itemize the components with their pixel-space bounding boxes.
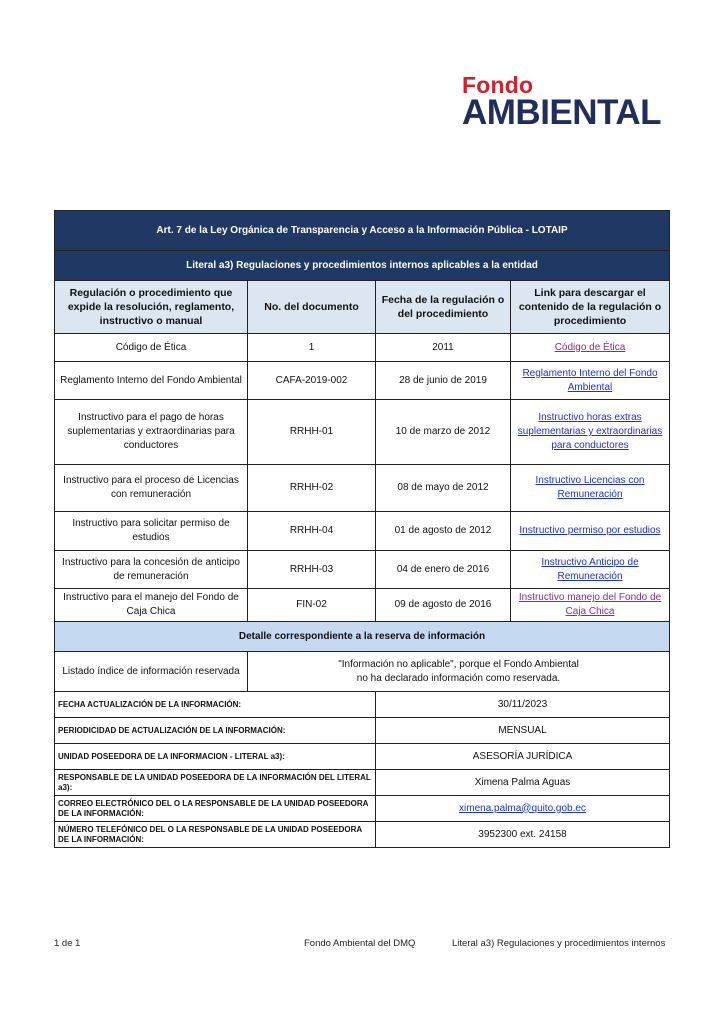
update-period-label: PERIODICIDAD DE ACTUALIZACIÓN DE LA INFORMACIÓN: xyxy=(55,718,376,744)
update-date-label: FECHA ACTUALIZACIÓN DE LA INFORMACIÓN: xyxy=(55,692,376,718)
regulation-name: Instructivo para el proceso de Licencias con remuneración xyxy=(55,465,248,512)
download-link[interactable]: Instructivo Licencias con Remuneración xyxy=(535,475,645,500)
responsible-label: RESPONSABLE DE LA UNIDAD POSEEDORA DE LA INFORMACIÓN DEL LITERAL a3): xyxy=(55,770,376,796)
responsible-value: Ximena Palma Aguas xyxy=(376,770,670,796)
regulation-name: Instructivo para el pago de horas suplementarias y extraordinarias para conductores xyxy=(55,400,248,465)
fondo-ambiental-logo xyxy=(462,74,661,130)
page-number: 1 de 1 xyxy=(54,938,81,949)
email-link[interactable]: ximena.palma@quito.gob.ec xyxy=(459,802,586,814)
table-row xyxy=(55,362,670,400)
regulation-name: Instructivo para la concesión de anticipo de remuneración xyxy=(55,551,248,589)
table-row xyxy=(55,334,670,362)
reserve-value: "Información no aplicable", porque el Fondo Ambiental no ha declarado información como reservada. xyxy=(248,652,670,692)
footer-section: Literal a3) Regulaciones y procedimientos internos xyxy=(452,938,666,949)
regulation-date: 08 de mayo de 2012 xyxy=(376,465,511,512)
doc-number: FIN-02 xyxy=(248,589,376,622)
regulation-date: 28 de junio de 2019 xyxy=(376,362,511,400)
doc-number: RRHH-04 xyxy=(248,512,376,551)
table-row xyxy=(55,551,670,589)
doc-number: 1 xyxy=(248,334,376,362)
column-header-regulation: Regulación o procedimiento que expide la resolución, reglamento, instructivo o manual xyxy=(55,281,248,334)
table-title: Art. 7 de la Ley Orgánica de Transparencia y Acceso a la Información Pública - LOTAIP xyxy=(55,211,670,251)
regulation-date: 01 de agosto de 2012 xyxy=(376,512,511,551)
table-row xyxy=(55,512,670,551)
lotaip-table xyxy=(54,210,670,848)
doc-number: CAFA-2019-002 xyxy=(248,362,376,400)
doc-number: RRHH-02 xyxy=(248,465,376,512)
download-link[interactable]: Código de Ética xyxy=(554,341,626,353)
table-row xyxy=(55,589,670,622)
reserve-header: Detalle correspondiente a la reserva de información xyxy=(55,622,670,652)
update-date-value: 30/11/2023 xyxy=(376,692,670,718)
logo-line-1: Fondo xyxy=(462,72,534,98)
regulation-date: 10 de marzo de 2012 xyxy=(376,400,511,465)
owner-unit-value: ASESORÍA JURÍDICA xyxy=(376,744,670,770)
regulation-name: Instructivo para el manejo del Fondo de Caja Chica xyxy=(55,589,248,622)
phone-value: 3952300 ext. 24158 xyxy=(376,822,670,848)
download-link[interactable]: Instructivo horas extras suplementarias y extraordinarias para conductores xyxy=(517,412,663,451)
doc-number: RRHH-01 xyxy=(248,400,376,465)
column-header-doc-number: No. del documento xyxy=(248,281,376,334)
regulation-date: 09 de agosto de 2016 xyxy=(376,589,511,622)
download-link[interactable]: Instructivo Anticipo de Remuneración xyxy=(541,556,639,582)
footer-organization: Fondo Ambiental del DMQ xyxy=(304,938,416,949)
update-period-value: MENSUAL xyxy=(376,718,670,744)
phone-label: NÚMERO TELEFÓNICO DEL O LA RESPONSABLE DE LA UNIDAD POSEEDORA DE LA INFORMACIÓN: xyxy=(55,822,376,848)
logo-line-2: AMBIENTAL xyxy=(462,93,661,132)
table-row xyxy=(55,465,670,512)
regulation-date: 04 de enero de 2016 xyxy=(376,551,511,589)
table-subtitle: Literal a3) Regulaciones y procedimientos internos aplicables a la entidad xyxy=(55,251,670,281)
owner-unit-label: UNIDAD POSEEDORA DE LA INFORMACION - LITERAL a3): xyxy=(55,744,376,770)
download-link[interactable]: Reglamento Interno del Fondo Ambiental xyxy=(522,367,658,393)
doc-number: RRHH-03 xyxy=(248,551,376,589)
column-header-date: Fecha de la regulación o del procedimiento xyxy=(376,281,511,334)
regulation-name: Instructivo para solicitar permiso de estudios xyxy=(55,512,248,551)
download-link[interactable]: Instructivo permiso por estudios xyxy=(519,525,661,536)
regulation-date: 2011 xyxy=(376,334,511,362)
table-row xyxy=(55,400,670,465)
reserve-label: Listado índice de información reservada xyxy=(55,652,248,692)
regulation-name: Reglamento Interno del Fondo Ambiental xyxy=(55,362,248,400)
regulation-name: Código de Ética xyxy=(55,334,248,362)
download-link[interactable]: Instructivo manejo del Fondo de Caja Chica xyxy=(518,592,662,617)
email-label: CORREO ELECTRÓNICO DEL O LA RESPONSABLE DE LA UNIDAD POSEEDORA DE LA INFORMACIÓN: xyxy=(55,796,376,822)
column-header-link: Link para descargar el contenido de la regulación o procedimiento xyxy=(511,281,670,334)
